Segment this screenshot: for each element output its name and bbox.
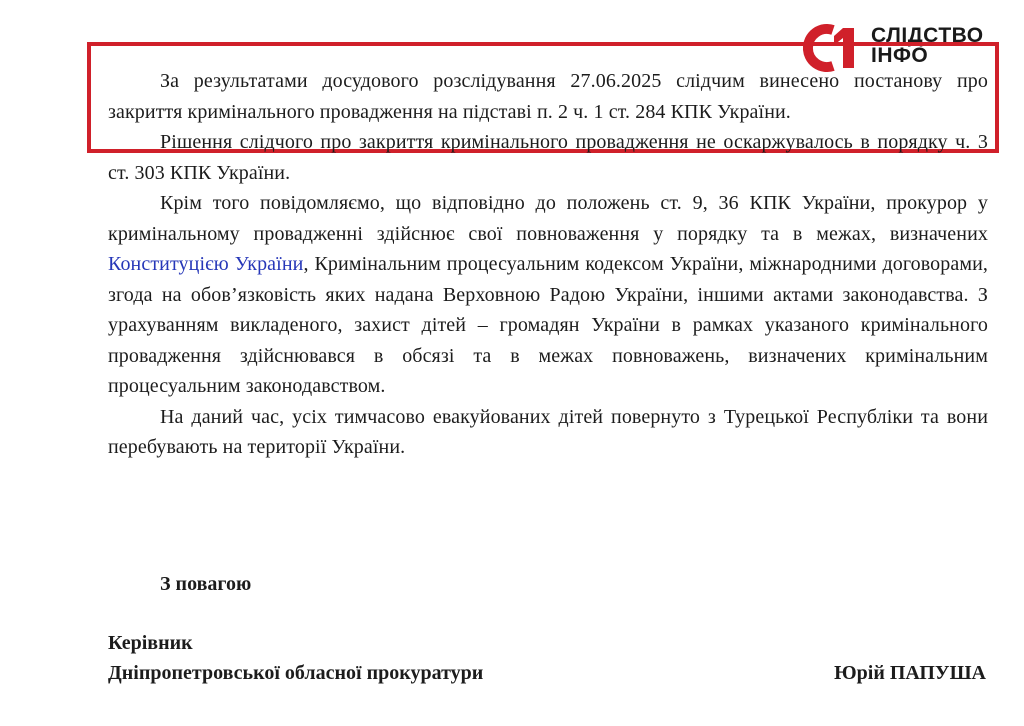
signatory-name: Юрій ПАПУША [834, 662, 986, 684]
logo-line-2: ІНФО [871, 44, 929, 67]
paragraph-text-part: , Кримінальним процесуальним кодексом України, міжнародними договорами, згода на обов’язковість яких надана Верховною Радою України, іншими актами законодавства. З урахуванням викладеного, захист дітей – громадян України в рамках указаного кримінального провадження здійснювався в обсязі та в межах повноважень, визначених кримінальним процесуальним законодавством. [108, 253, 989, 397]
signatory-title-line-1: Керівник [108, 632, 193, 654]
constitution-link[interactable]: Конституцією України [108, 253, 304, 275]
letter-body [108, 66, 988, 463]
paragraph-text-part: Крім того повідомляємо, що відповідно до положень ст. 9, 36 КПК України, прокурор у кримінальному провадженні здійснює свої повноваження у порядку та в межах, визначених [108, 192, 988, 245]
paragraph-prosecutor-powers [108, 188, 988, 402]
paragraph-children-returned: На даний час, усіх тимчасово евакуйованих дітей повернуто з Турецької Республіки та вони перебувають на території України. [108, 405, 988, 458]
paragraph-not-appealed: Рішення слідчого про закриття кримінального провадження не оскаржувалось в порядку ч. 3 ст. 303 КПК України. [108, 131, 988, 184]
closing-regards: З повагою [160, 573, 252, 595]
signatory-title-line-2: Дніпропетровської обласної прокуратури [108, 662, 484, 684]
logo-line-1: СЛІДСТВО [871, 24, 984, 47]
signatory-title [108, 628, 483, 688]
paragraph-closure-decision: За результатами досудового розслідування 27.06.2025 слідчим винесено постанову про закриття кримінального провадження на підставі п. 2 ч. 1 ст. 284 КПК України. [108, 70, 988, 123]
